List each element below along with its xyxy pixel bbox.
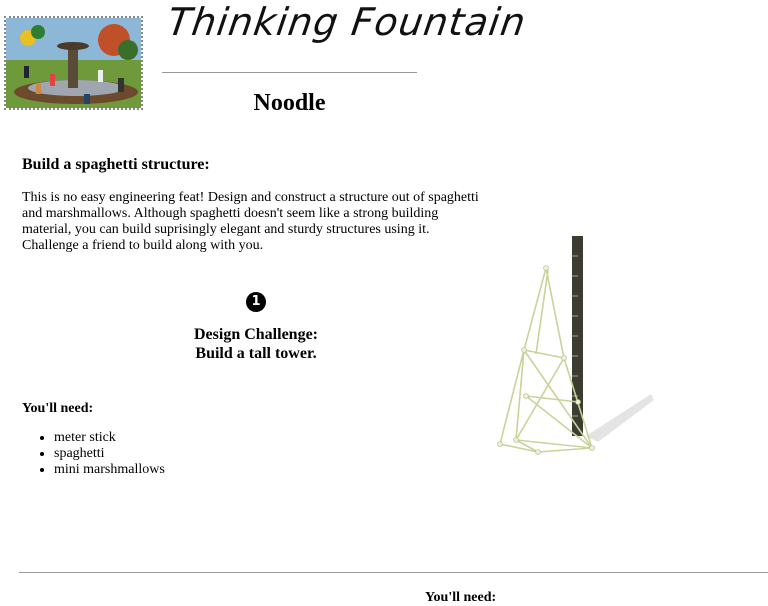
list-item: • mini marshmallows (54, 462, 165, 478)
challenge-label: Design Challenge: (194, 326, 318, 343)
needs-list (22, 430, 165, 478)
footer-divider (19, 572, 768, 573)
list-item: • meter stick (54, 430, 165, 446)
challenge-task: Build a tall tower. (195, 345, 317, 362)
header-divider (162, 72, 417, 73)
thinking-fountain-logo-image[interactable] (4, 16, 143, 110)
spaghetti-tower-image (486, 226, 666, 471)
needs-heading: You'll need: (22, 401, 94, 416)
design-challenge (150, 325, 362, 363)
site-logo-text[interactable]: Thinking Fountain (164, 0, 529, 44)
needs-heading-next-section: You'll need: (425, 590, 497, 605)
intro-paragraph: This is no easy engineering feat! Design and construct a structure out of spaghetti and marshmallows. Although spaghetti doesn't seem like a strong building material, you can build suprisingly elegant and sturdy structures using it. Challenge a friend to build along with you. (22, 190, 479, 253)
step-number-badge: 1 (246, 292, 266, 312)
section-heading: Build a spaghetti structure: (22, 156, 210, 173)
page-title: Noodle (253, 90, 326, 116)
list-item: • spaghetti (54, 446, 165, 462)
